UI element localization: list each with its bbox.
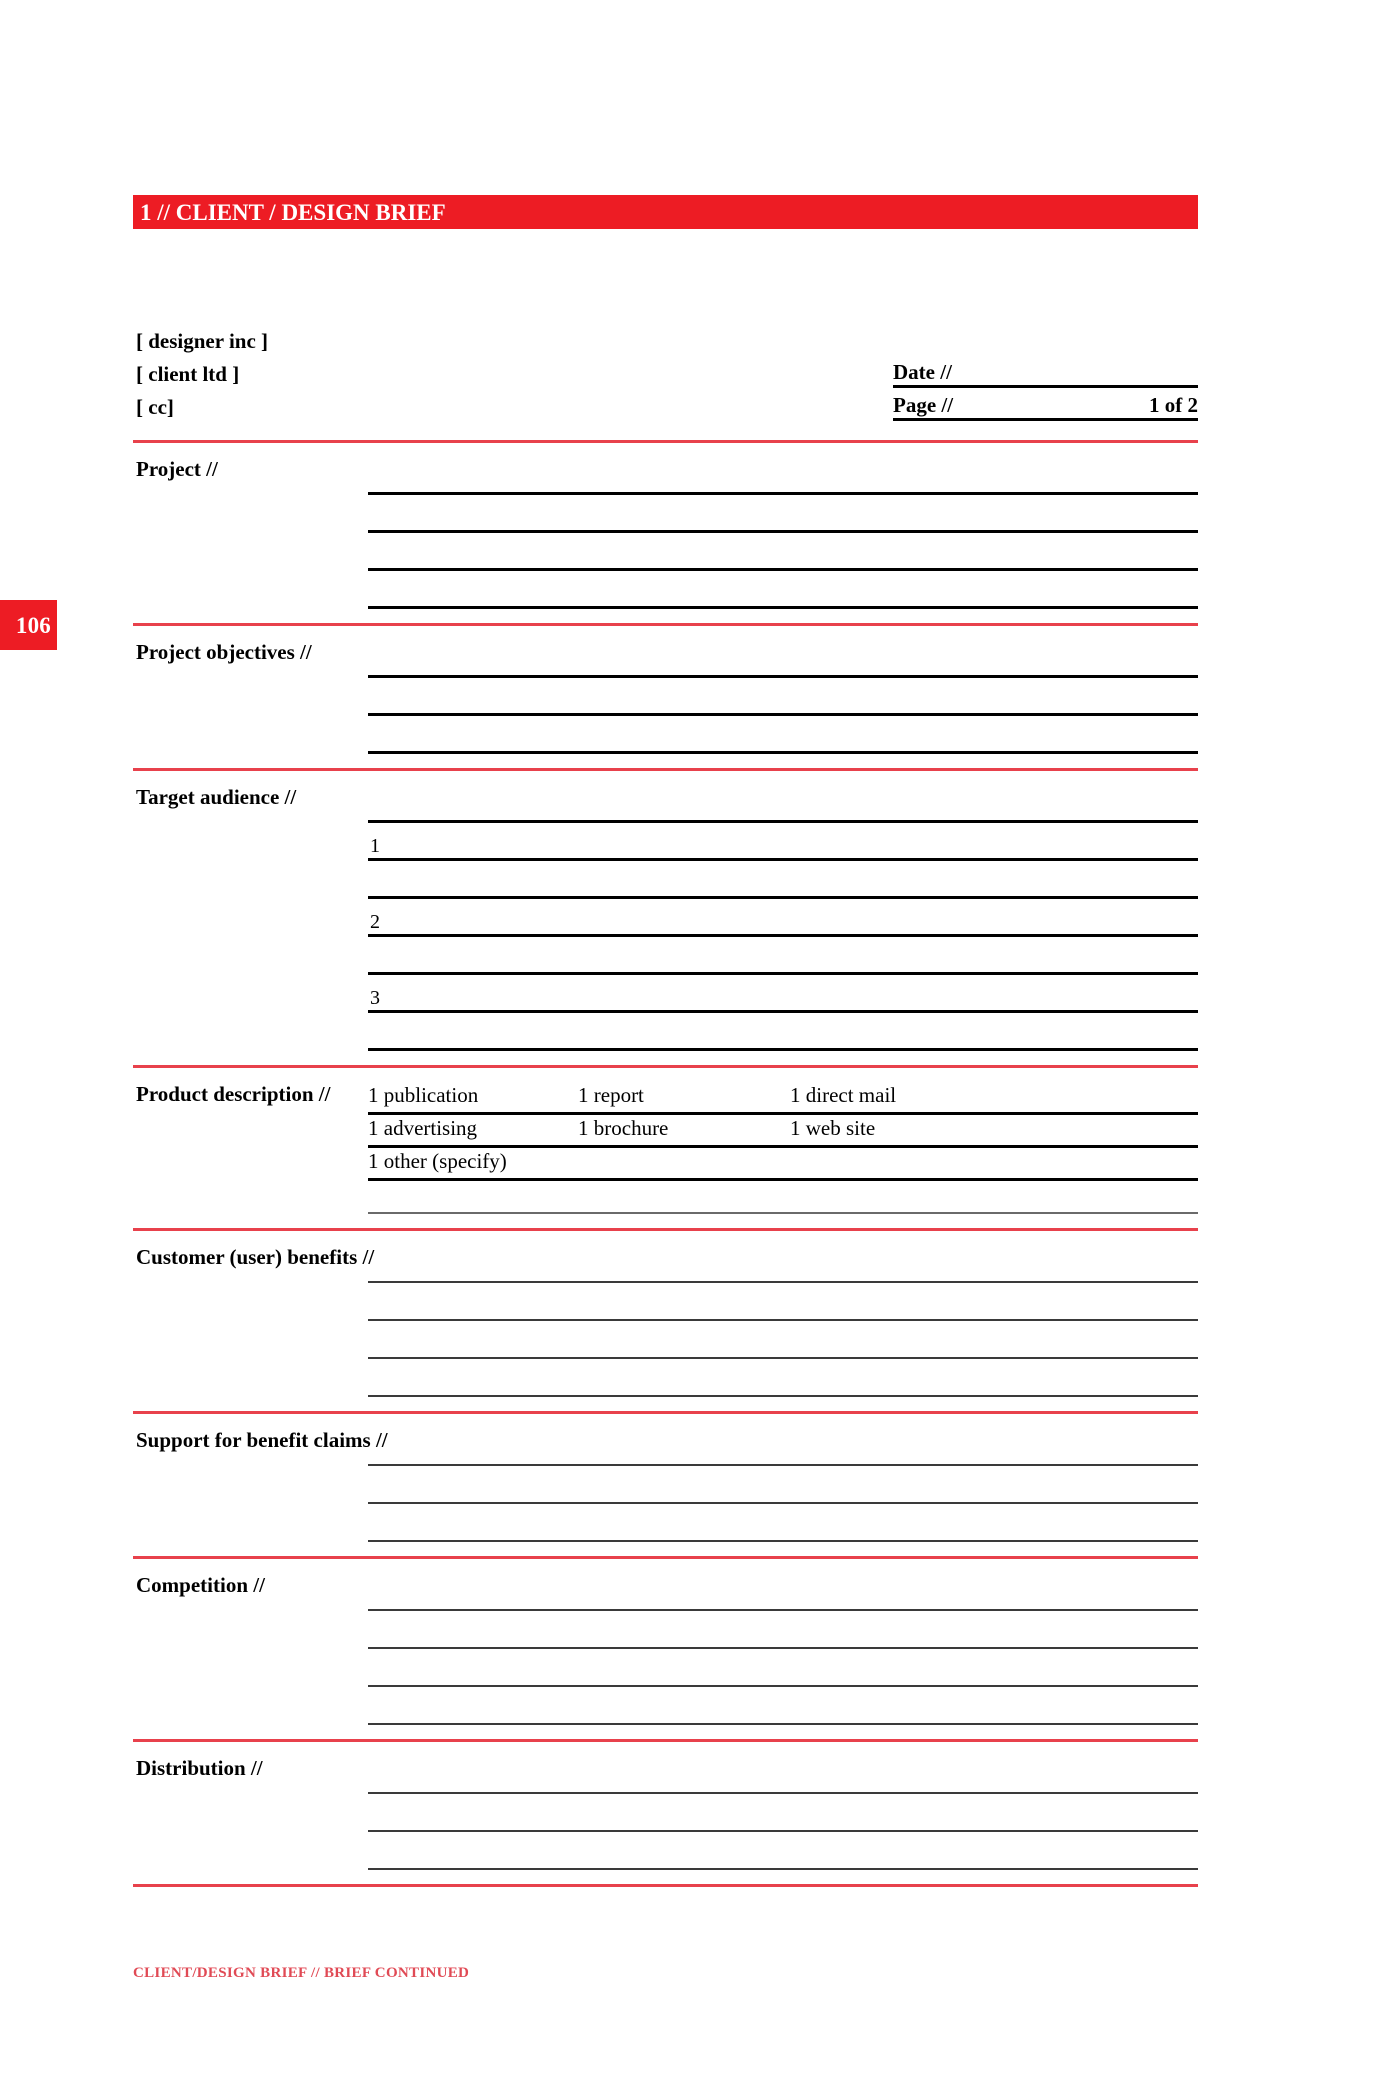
field-rule[interactable] xyxy=(368,1687,1198,1725)
section-fields xyxy=(368,1559,1198,1739)
section-project xyxy=(133,440,1198,623)
field-rule[interactable] xyxy=(368,1611,1198,1649)
section-product-description xyxy=(133,1065,1198,1228)
audience-number: 1 xyxy=(370,835,380,857)
section-support-benefit-claims xyxy=(133,1411,1198,1556)
option-other-specify[interactable]: 1 other (specify) xyxy=(368,1149,507,1173)
client-line: [ client ltd ] xyxy=(136,362,240,386)
field-rule[interactable] xyxy=(368,716,1198,754)
option-row xyxy=(368,1115,1198,1148)
field-rule[interactable] xyxy=(368,1466,1198,1504)
field-rule[interactable] xyxy=(368,1832,1198,1870)
page-label: Page // xyxy=(893,393,954,417)
field-rule[interactable] xyxy=(368,937,1198,975)
field-rule[interactable] xyxy=(368,1013,1198,1051)
audience-number: 3 xyxy=(370,987,380,1009)
field-rule[interactable] xyxy=(368,1649,1198,1687)
option-report[interactable]: 1 report xyxy=(578,1083,644,1107)
field-rule[interactable] xyxy=(368,640,1198,678)
option-advertising[interactable]: 1 advertising xyxy=(368,1116,478,1140)
field-rule[interactable] xyxy=(368,495,1198,533)
date-label: Date // xyxy=(893,360,952,384)
field-rule[interactable] xyxy=(368,861,1198,899)
option-brochure[interactable]: 1 brochure xyxy=(578,1116,669,1140)
section-label: Target audience // xyxy=(136,785,297,809)
form-sections xyxy=(133,440,1198,1887)
option-web-site[interactable]: 1 web site xyxy=(790,1116,876,1140)
section-fields xyxy=(368,1742,1198,1884)
option-row xyxy=(368,1082,1198,1115)
section-fields xyxy=(368,443,1198,623)
field-rule[interactable] xyxy=(368,1321,1198,1359)
page-value: 1 of 2 xyxy=(1149,393,1198,417)
field-rule-numbered[interactable] xyxy=(368,899,1198,937)
form-sheet xyxy=(133,0,1198,2100)
field-rule[interactable] xyxy=(368,678,1198,716)
field-rule[interactable] xyxy=(368,1245,1198,1283)
section-label: Distribution // xyxy=(136,1756,263,1780)
field-rule-numbered[interactable] xyxy=(368,823,1198,861)
spacer xyxy=(368,1870,1198,1884)
section-label: Competition // xyxy=(136,1573,265,1597)
section-project-objectives xyxy=(133,623,1198,768)
field-rule[interactable] xyxy=(368,1283,1198,1321)
field-rule[interactable] xyxy=(368,571,1198,609)
spacer xyxy=(368,1051,1198,1065)
field-rule[interactable] xyxy=(368,1756,1198,1794)
field-rule[interactable] xyxy=(368,785,1198,823)
section-label: Support for benefit claims // xyxy=(136,1428,388,1452)
section-fields xyxy=(368,626,1198,768)
field-rule[interactable] xyxy=(368,533,1198,571)
page-number-label: 106 xyxy=(15,612,51,638)
field-rule[interactable] xyxy=(368,1504,1198,1542)
page-row[interactable] xyxy=(893,388,1198,421)
field-rule[interactable] xyxy=(368,1794,1198,1832)
field-rule[interactable] xyxy=(368,1359,1198,1397)
section-fields xyxy=(368,1414,1198,1556)
section-customer-benefits xyxy=(133,1228,1198,1411)
field-rule[interactable] xyxy=(368,1428,1198,1466)
spacer xyxy=(368,1397,1198,1411)
cc-line: [ cc] xyxy=(136,395,174,419)
header-date-page xyxy=(893,355,1198,421)
spacer xyxy=(368,1725,1198,1739)
section-label: Customer (user) benefits // xyxy=(136,1245,375,1269)
option-row xyxy=(368,1148,1198,1181)
option-publication[interactable]: 1 publication xyxy=(368,1083,479,1107)
designer-line: [ designer inc ] xyxy=(136,329,269,353)
section-fields xyxy=(368,1068,1198,1228)
header-parties xyxy=(136,325,268,424)
section-label: Product description // xyxy=(136,1082,331,1106)
section-label: Project // xyxy=(136,457,218,481)
field-rule-numbered[interactable] xyxy=(368,975,1198,1013)
spacer xyxy=(368,1214,1198,1228)
section-fields xyxy=(368,771,1198,1065)
field-rule[interactable] xyxy=(368,457,1198,495)
section-fields xyxy=(368,1231,1198,1411)
option-direct-mail[interactable]: 1 direct mail xyxy=(790,1083,897,1107)
option-other-fill-rule[interactable] xyxy=(368,1181,1198,1214)
spacer xyxy=(368,1542,1198,1556)
audience-number: 2 xyxy=(370,911,380,933)
section-competition xyxy=(133,1556,1198,1739)
section-label: Project objectives // xyxy=(136,640,312,664)
section-target-audience xyxy=(133,768,1198,1065)
field-rule[interactable] xyxy=(368,1573,1198,1611)
spacer xyxy=(368,609,1198,623)
date-row[interactable] xyxy=(893,355,1198,388)
page-number-tab xyxy=(0,600,57,650)
spacer xyxy=(368,754,1198,768)
section-distribution xyxy=(133,1739,1198,1887)
page-footer: CLIENT/DESIGN BRIEF // BRIEF CONTINUED xyxy=(133,1965,470,1981)
section-title-bar xyxy=(133,195,1198,229)
form-title: 1 // CLIENT / DESIGN BRIEF xyxy=(140,199,446,225)
